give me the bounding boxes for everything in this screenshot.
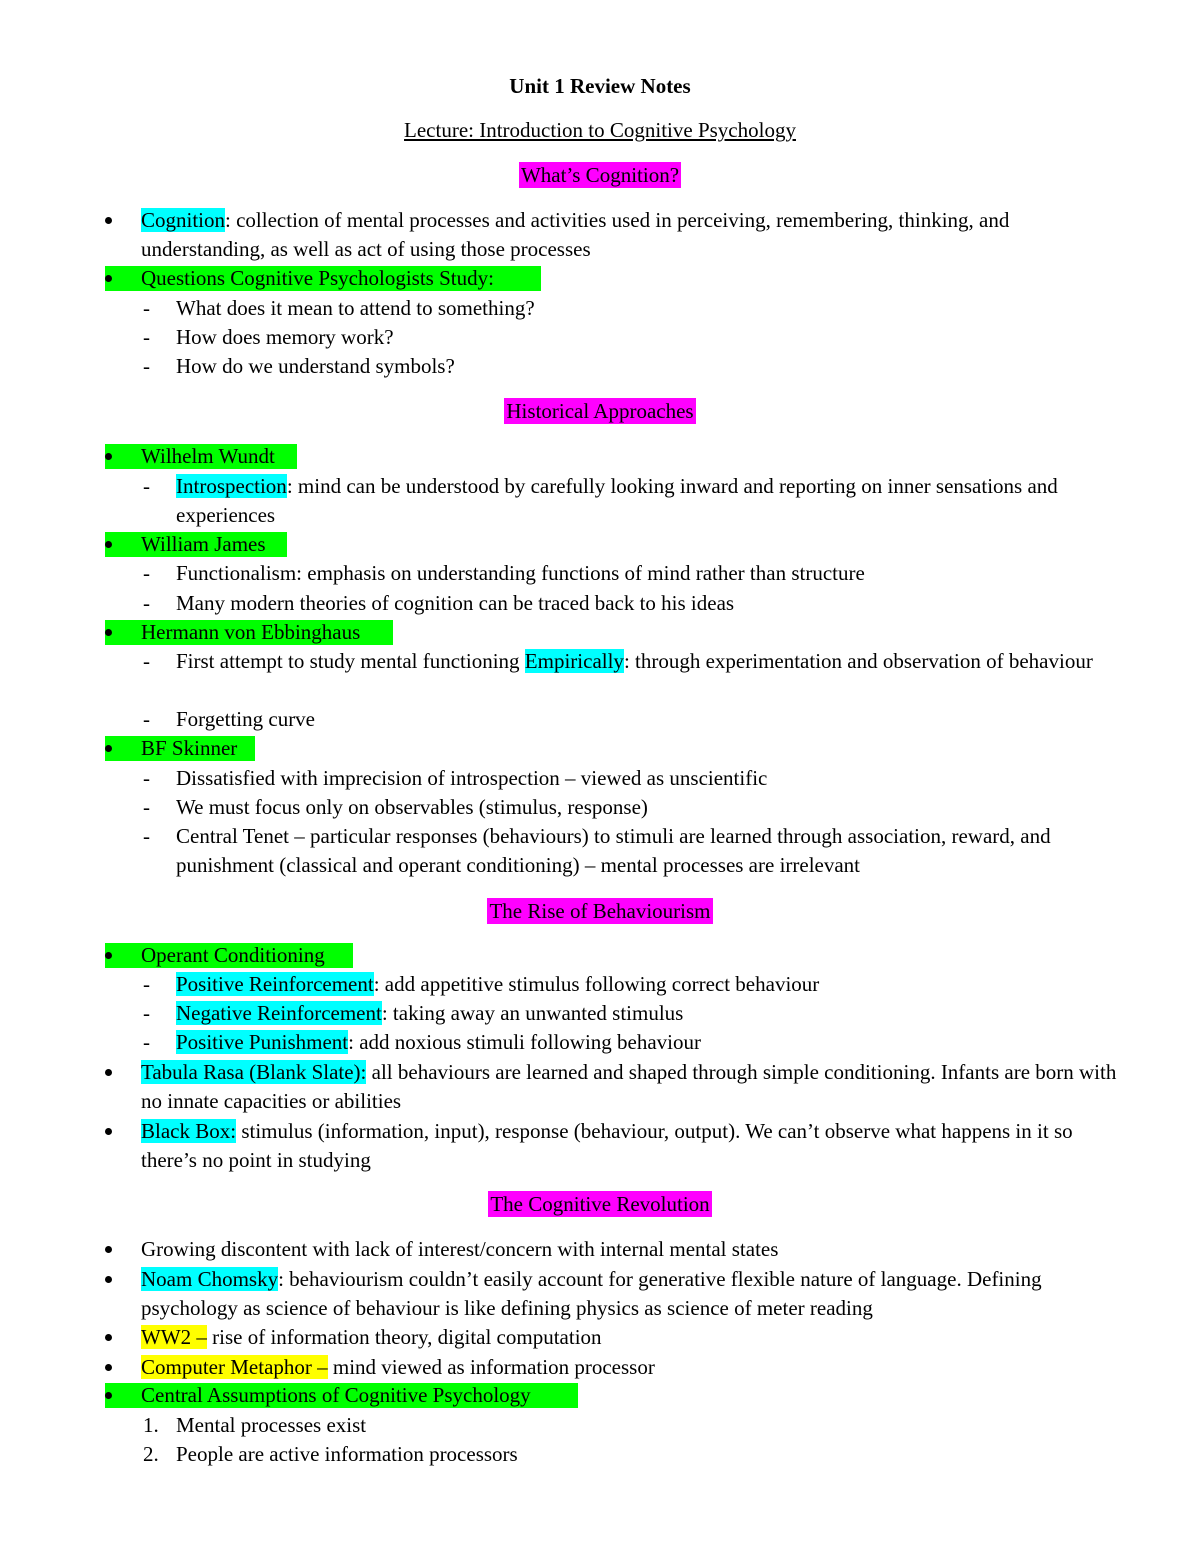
item-text: What does it mean to attend to something?	[176, 296, 535, 320]
dash-marker: -	[143, 296, 150, 320]
sub-item	[143, 705, 1131, 734]
list-item	[141, 1323, 1131, 1352]
sub-item	[143, 559, 1131, 588]
definition: : add appetitive stimulus following correct behaviour	[373, 972, 820, 996]
number-marker: 1.	[143, 1413, 159, 1437]
term: Tabula Rasa (Blank Slate):	[141, 1060, 367, 1084]
section-heading-text: What’s Cognition?	[520, 163, 680, 187]
item-text: We must focus only on observables (stimulus, response)	[176, 795, 648, 819]
item-text: Hermann von Ebbinghaus	[141, 620, 361, 644]
list-item	[141, 941, 1131, 970]
definition: stimulus (information, input), response (behaviour, output). We can’t observe what happens in it so there’s no point in studying	[141, 1119, 1073, 1173]
item-text: Many modern theories of cognition can be traced back to his ideas	[176, 591, 735, 615]
item-text: Dissatisfied with imprecision of introspection – viewed as unscientific	[176, 766, 768, 790]
definition: : behaviourism couldn’t easily account for generative flexible nature of language. Defining psychology as science of behaviour is like defining physics as science of meter reading	[141, 1267, 1042, 1321]
sub-item	[143, 589, 1131, 618]
section-heading	[0, 897, 1200, 925]
list-item	[141, 530, 1131, 559]
list-item	[141, 734, 1131, 763]
dash-marker: -	[143, 972, 150, 996]
section-heading	[0, 1190, 1200, 1218]
list-item	[141, 1235, 1131, 1264]
item-text: First attempt to study mental functioning	[176, 649, 525, 673]
section-heading	[0, 397, 1200, 425]
list-item	[141, 1381, 1131, 1410]
term: Positive Punishment	[176, 1030, 349, 1054]
section-heading-text: Historical Approaches	[506, 399, 694, 423]
item-text: Growing discontent with lack of interest/concern with internal mental states	[141, 1237, 779, 1261]
item-text: How do we understand symbols?	[176, 354, 455, 378]
term: Introspection	[176, 474, 287, 498]
list-item	[141, 206, 1131, 265]
dash-marker: -	[143, 649, 150, 673]
item-text: Mental processes exist	[176, 1413, 367, 1437]
dash-marker: -	[143, 1001, 150, 1025]
definition: : add noxious stimuli following behaviour	[348, 1030, 701, 1054]
number-marker: 2.	[143, 1442, 159, 1466]
term: Computer Metaphor –	[141, 1355, 328, 1379]
sub-item	[143, 970, 1131, 999]
dash-marker: -	[143, 561, 150, 585]
section-heading-text: The Rise of Behaviourism	[489, 899, 711, 923]
term: Cognition	[141, 208, 226, 232]
definition: : taking away an unwanted stimulus	[381, 1001, 684, 1025]
list-item	[141, 1265, 1131, 1324]
definition: : collection of mental processes and activities used in perceiving, remembering, thinking, and understanding, as well as act of using those processes	[141, 208, 1010, 262]
term: WW2 –	[141, 1325, 207, 1349]
list-item	[141, 618, 1131, 647]
section-heading-text: The Cognitive Revolution	[490, 1192, 710, 1216]
sub-item	[143, 793, 1131, 822]
item-text: Forgetting curve	[176, 707, 316, 731]
sub-item	[143, 352, 1131, 381]
item-text: How does memory work?	[176, 325, 394, 349]
item-text: Functionalism: emphasis on understanding functions of mind rather than structure	[176, 561, 865, 585]
item-text: Questions Cognitive Psychologists Study:	[141, 266, 494, 290]
list-item	[141, 442, 1131, 471]
sub-item	[143, 647, 1131, 676]
term: Positive Reinforcement	[176, 972, 374, 996]
definition: : through experimentation and observation of behaviour	[623, 649, 1093, 673]
section-heading	[0, 161, 1200, 189]
numbered-item	[143, 1411, 1131, 1440]
sub-item	[143, 999, 1131, 1028]
list-item	[141, 1353, 1131, 1382]
dash-marker: -	[143, 707, 150, 731]
dash-marker: -	[143, 824, 150, 848]
list-item	[141, 1058, 1131, 1117]
lecture-subtitle: Lecture: Introduction to Cognitive Psychology	[404, 118, 796, 142]
dash-marker: -	[143, 474, 150, 498]
item-text: Wilhelm Wundt	[141, 444, 275, 468]
definition: rise of information theory, digital computation	[206, 1325, 602, 1349]
sub-item	[143, 472, 1131, 531]
sub-item	[143, 764, 1131, 793]
item-text: Central Tenet – particular responses (behaviours) to stimuli are learned through association, reward, and punishment (classical and operant conditioning) – mental processes are irrelevant	[176, 824, 1051, 878]
item-text: BF Skinner	[141, 736, 238, 760]
sub-item	[143, 323, 1131, 352]
item-text: Operant Conditioning	[141, 943, 325, 967]
sub-item	[143, 1028, 1131, 1057]
term: Black Box:	[141, 1119, 237, 1143]
term: Noam Chomsky	[141, 1267, 279, 1291]
item-text: People are active information processors	[176, 1442, 518, 1466]
dash-marker: -	[143, 766, 150, 790]
definition: mind viewed as information processor	[327, 1355, 655, 1379]
definition: : mind can be understood by carefully looking inward and reporting on inner sensations and experiences	[176, 474, 1058, 528]
term: Negative Reinforcement	[176, 1001, 382, 1025]
page-title: Unit 1 Review Notes	[509, 74, 691, 98]
sub-item	[143, 294, 1131, 323]
dash-marker: -	[143, 795, 150, 819]
sub-item	[143, 822, 1131, 881]
dash-marker: -	[143, 354, 150, 378]
dash-marker: -	[143, 591, 150, 615]
term: Empirically	[524, 649, 624, 673]
dash-marker: -	[143, 325, 150, 349]
dash-marker: -	[143, 1030, 150, 1054]
definition: all behaviours are learned and shaped through simple conditioning. Infants are born with no innate capacities or abilities	[141, 1060, 1117, 1114]
list-item	[141, 1117, 1131, 1176]
list-item	[141, 264, 1131, 293]
numbered-item	[143, 1440, 1131, 1469]
item-text: William James	[141, 532, 266, 556]
item-text: Central Assumptions of Cognitive Psychology	[141, 1383, 531, 1407]
